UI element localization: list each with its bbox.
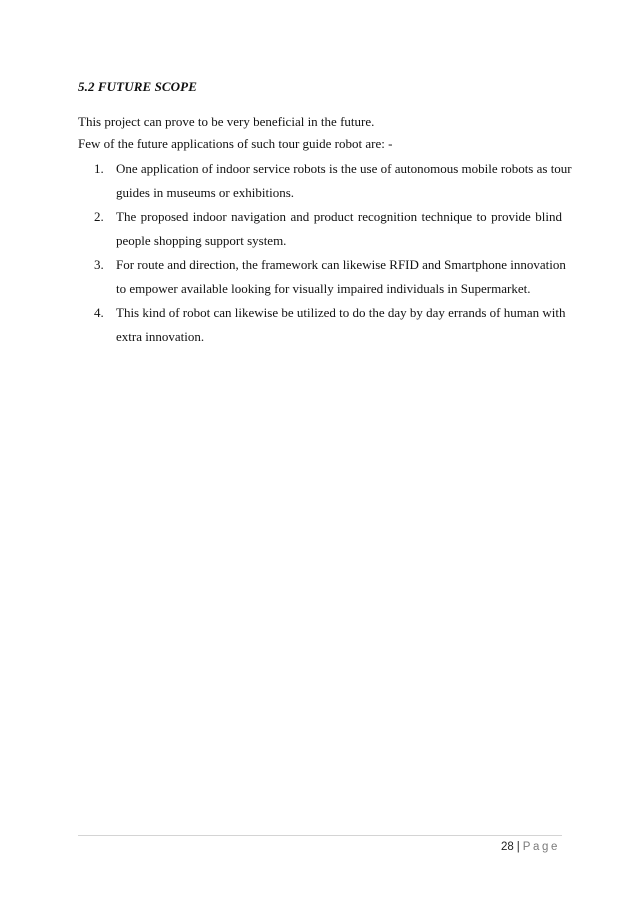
list-item-line: For route and direction, the framework can likewise RFID and Smartphone innovation xyxy=(116,257,566,272)
list-item-number: 4. xyxy=(94,305,104,320)
list-item-line: people shopping support system. xyxy=(116,233,287,248)
list-item xyxy=(78,253,566,301)
list-item-line: The proposed indoor navigation and product recognition technique to provide blind xyxy=(116,209,562,224)
list-item-number: 2. xyxy=(94,209,104,224)
list-item xyxy=(78,301,566,349)
footer-separator: | xyxy=(516,841,520,853)
intro-paragraph-line: This project can prove to be very beneficial in the future. xyxy=(78,114,375,129)
section-heading: 5.2 FUTURE SCOPE xyxy=(78,79,197,94)
list-item-line: extra innovation. xyxy=(116,329,205,344)
list-item-number: 1. xyxy=(94,161,104,176)
footer-divider xyxy=(78,835,562,836)
list-item-number: 3. xyxy=(94,257,104,272)
list-item-line: guides in museums or exhibitions. xyxy=(116,185,295,200)
list-item-line: This kind of robot can likewise be utilized to do the day by day errands of human with xyxy=(116,305,566,320)
page-number: 28 xyxy=(500,841,514,853)
intro-paragraph-line: Few of the future applications of such tour guide robot are: - xyxy=(78,136,393,151)
list-item-line: to empower available looking for visually impaired individuals in Supermarket. xyxy=(116,281,531,296)
page-label: Page xyxy=(522,841,560,853)
list-item xyxy=(78,157,572,205)
future-applications-list xyxy=(78,157,572,349)
page-footer xyxy=(501,841,560,853)
list-item-line: One application of indoor service robots is the use of autonomous mobile robots as tour xyxy=(116,161,572,176)
list-item xyxy=(78,205,562,253)
